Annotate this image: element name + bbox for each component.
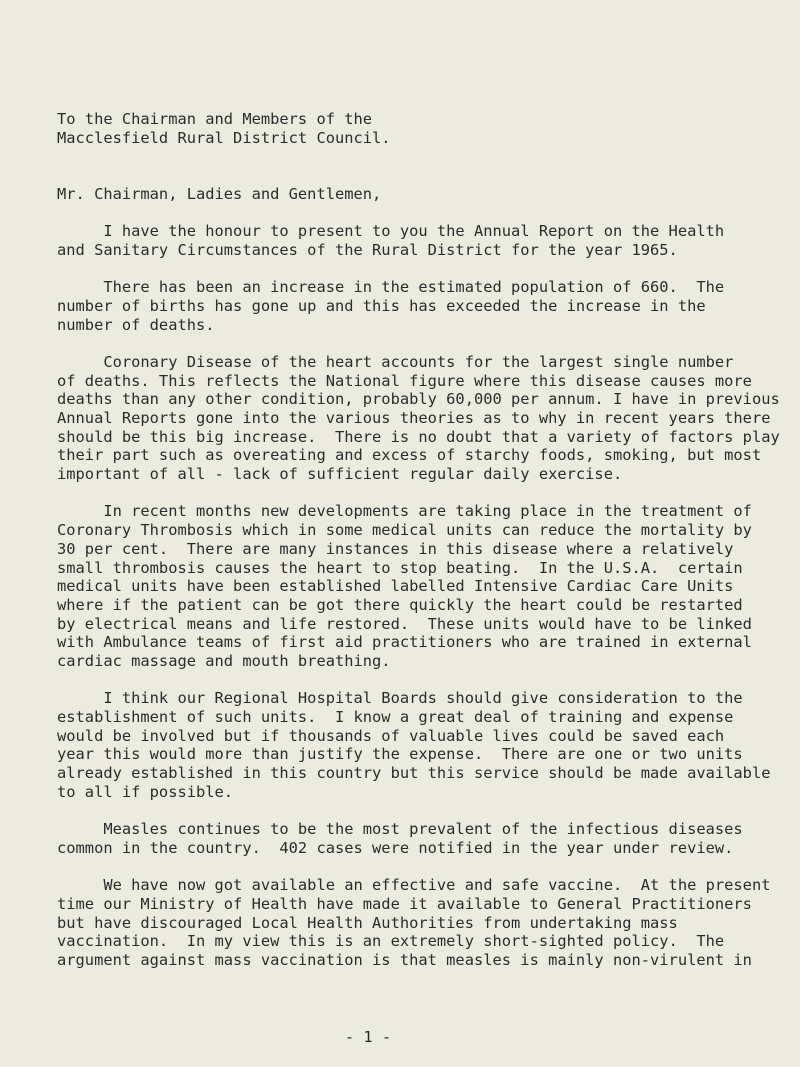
text-line: There has been an increase in the estimated population of 660. The <box>103 278 725 297</box>
salutation <box>57 185 780 204</box>
text-line: Annual Reports gone into the various theories as to why in recent years there <box>57 409 771 428</box>
text-line: year this would more than justify the expense. There are one or two units <box>57 745 743 764</box>
paragraph <box>57 222 780 259</box>
text-line: but have discouraged Local Health Authorities from undertaking mass <box>57 913 678 932</box>
text-line: already established in this country but this service should be made available <box>57 764 771 783</box>
paragraph <box>57 502 780 670</box>
text-line: vaccination. In my view this is an extremely short-sighted policy. The <box>57 932 725 951</box>
text-line: number of births has gone up and this has exceeded the increase in the <box>57 296 706 315</box>
text-line: their part such as overeating and excess of starchy foods, smoking, but most <box>57 446 762 465</box>
address-block <box>57 110 780 147</box>
text-line: Measles continues to be the most prevalent of the infectious diseases <box>103 820 743 839</box>
text-line: 30 per cent. There are many instances in this disease where a relatively <box>57 539 734 558</box>
paragraph <box>57 820 780 857</box>
text-line: We have now got available an effective and safe vaccine. At the present <box>103 876 771 895</box>
text-line: important of all - lack of sufficient regular daily exercise. <box>57 465 623 484</box>
text-line: establishment of such units. I know a great deal of training and expense <box>57 708 734 727</box>
text-line: by electrical means and life restored. These units would have to be linked <box>57 614 752 633</box>
document-body <box>57 110 780 988</box>
text-line: I think our Regional Hospital Boards should give consideration to the <box>103 689 743 708</box>
text-line: would be involved but if thousands of valuable lives could be saved each <box>57 726 725 745</box>
text-line: To the Chairman and Members of the <box>57 110 373 128</box>
text-line: should be this big increase. There is no doubt that a variety of factors play <box>57 427 780 446</box>
page-number: - 1 - <box>344 1028 392 1046</box>
text-line: I have the honour to present to you the Annual Report on the Health <box>103 222 725 241</box>
text-line: to all if possible. <box>57 782 234 801</box>
paragraph <box>57 278 780 334</box>
text-line: common in the country. 402 cases were notified in the year under review. <box>57 838 734 857</box>
text-line: with Ambulance teams of first aid practitioners who are trained in external <box>57 633 752 652</box>
text-line: small thrombosis causes the heart to stop beating. In the U.S.A. certain <box>57 558 743 577</box>
text-line: Coronary Thrombosis which in some medical units can reduce the mortality by <box>57 521 752 540</box>
text-line: time our Ministry of Health have made it available to General Practitioners <box>57 894 752 913</box>
text-line: where if the patient can be got there quickly the heart could be restarted <box>57 595 743 614</box>
text-line: argument against mass vaccination is that measles is mainly non-virulent in <box>57 950 752 969</box>
text-line: cardiac massage and mouth breathing. <box>57 651 391 670</box>
text-line: of deaths. This reflects the National figure where this disease causes more <box>57 371 752 390</box>
text-line: medical units have been established labelled Intensive Cardiac Care Units <box>57 577 734 596</box>
text-line: Macclesfield Rural District Council. <box>57 128 391 147</box>
text-line: number of deaths. <box>57 315 215 334</box>
text-line: Coronary Disease of the heart accounts for the largest single number <box>103 352 734 371</box>
text-line: deaths than any other condition, probably 60,000 per annum. I have in previous <box>57 390 780 409</box>
paragraph <box>57 353 780 484</box>
paragraph <box>57 689 780 801</box>
text-line: In recent months new developments are taking place in the treatment of <box>103 502 752 521</box>
text-line: and Sanitary Circumstances of the Rural District for the year 1965. <box>57 240 678 259</box>
paragraph <box>57 876 780 969</box>
text-line: Mr. Chairman, Ladies and Gentlemen, <box>57 184 382 203</box>
